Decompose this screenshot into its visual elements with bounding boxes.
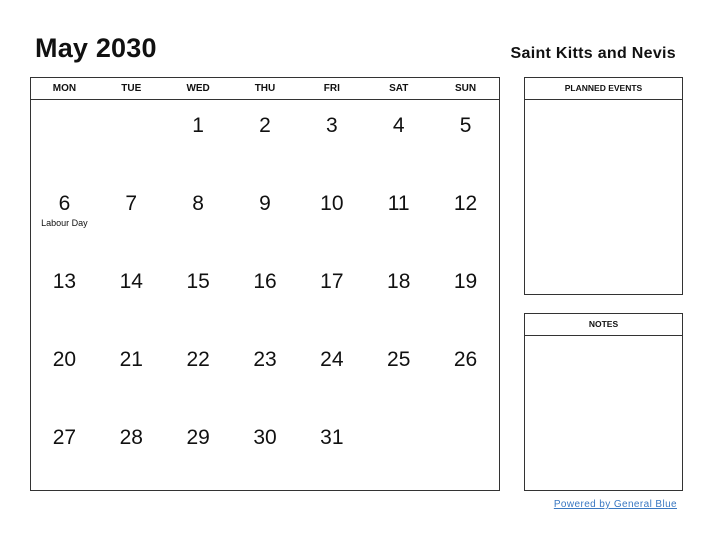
day-cell xyxy=(31,412,98,490)
day-number: 22 xyxy=(186,348,210,371)
day-number xyxy=(31,100,98,114)
day-cell xyxy=(98,100,165,178)
weekday-sun: SUN xyxy=(455,83,477,94)
weekday-fri: FRI xyxy=(323,83,340,94)
day-cell xyxy=(98,256,165,334)
day-number: 20 xyxy=(52,348,77,371)
day-cell xyxy=(365,178,432,256)
day-number: 1 xyxy=(192,114,204,137)
day-cell xyxy=(232,334,299,412)
weekday-thu: THU xyxy=(254,83,276,94)
day-cell xyxy=(432,178,499,256)
day-number: 24 xyxy=(320,348,344,371)
day-number xyxy=(432,412,499,426)
day-cell xyxy=(31,256,98,334)
day-cell xyxy=(298,256,365,334)
day-cell xyxy=(232,178,299,256)
day-cell xyxy=(165,100,232,178)
day-number: 14 xyxy=(119,270,143,293)
day-cell xyxy=(365,100,432,178)
day-cell xyxy=(98,334,165,412)
day-number: 23 xyxy=(253,348,277,371)
day-number: 4 xyxy=(392,114,405,137)
day-cell xyxy=(98,412,165,490)
day-number: 18 xyxy=(387,270,411,293)
day-number: 2 xyxy=(259,114,271,137)
day-cell xyxy=(232,256,299,334)
planned-events-panel xyxy=(524,77,683,295)
day-number: 30 xyxy=(253,426,277,449)
weekday-sat: SAT xyxy=(389,83,409,94)
day-number: 27 xyxy=(52,426,77,449)
day-cell xyxy=(165,178,232,256)
day-cell xyxy=(298,100,365,178)
powered-by-link[interactable]: Powered by General Blue xyxy=(553,499,677,510)
day-number: 16 xyxy=(253,270,277,293)
day-cell xyxy=(98,178,165,256)
day-cell xyxy=(232,100,299,178)
weekday-header-row xyxy=(31,78,499,100)
day-number: 19 xyxy=(453,270,478,293)
country-name: Saint Kitts and Nevis xyxy=(510,45,676,62)
day-number: 10 xyxy=(320,192,344,215)
day-cell xyxy=(232,412,299,490)
weekday-wed: WED xyxy=(186,83,210,94)
day-cell xyxy=(31,334,98,412)
day-number: 15 xyxy=(186,270,210,293)
day-cell xyxy=(365,334,432,412)
day-cell xyxy=(432,334,499,412)
day-number: 5 xyxy=(459,114,472,137)
month-title: May 2030 xyxy=(35,33,157,63)
day-number: 11 xyxy=(387,192,410,215)
day-cell xyxy=(165,256,232,334)
day-number: 28 xyxy=(119,426,143,449)
day-cell xyxy=(31,100,98,178)
day-number: 25 xyxy=(387,348,411,371)
weekday-mon: MON xyxy=(52,83,77,94)
day-cell xyxy=(432,100,499,178)
day-number: 8 xyxy=(192,192,204,215)
notes-panel xyxy=(524,313,683,491)
planned-events-header: PLANNED EVENTS xyxy=(525,78,682,100)
day-number: 17 xyxy=(320,270,344,293)
day-cell xyxy=(432,412,499,490)
day-cell xyxy=(165,334,232,412)
holiday-label: Labour Day xyxy=(41,218,88,228)
day-number: 29 xyxy=(186,426,210,449)
day-number: 9 xyxy=(259,192,271,215)
day-cell xyxy=(298,178,365,256)
notes-header: NOTES xyxy=(525,314,682,336)
day-cell xyxy=(298,334,365,412)
day-cell xyxy=(165,412,232,490)
day-cell xyxy=(365,256,432,334)
day-number: 3 xyxy=(326,114,338,137)
day-number: 13 xyxy=(52,270,77,293)
day-number xyxy=(98,100,165,114)
day-cell xyxy=(298,412,365,490)
day-cell xyxy=(31,178,98,256)
day-number: 12 xyxy=(453,192,478,215)
day-number: 31 xyxy=(320,426,344,449)
calendar-grid xyxy=(30,77,500,491)
day-number: 21 xyxy=(119,348,143,371)
day-cell xyxy=(365,412,432,490)
weekday-tue: TUE xyxy=(121,83,142,94)
day-number: 26 xyxy=(453,348,478,371)
day-number xyxy=(365,412,432,426)
day-number: 6 xyxy=(58,192,71,215)
calendar-body xyxy=(31,100,499,490)
day-number: 7 xyxy=(125,192,138,215)
day-cell xyxy=(432,256,499,334)
